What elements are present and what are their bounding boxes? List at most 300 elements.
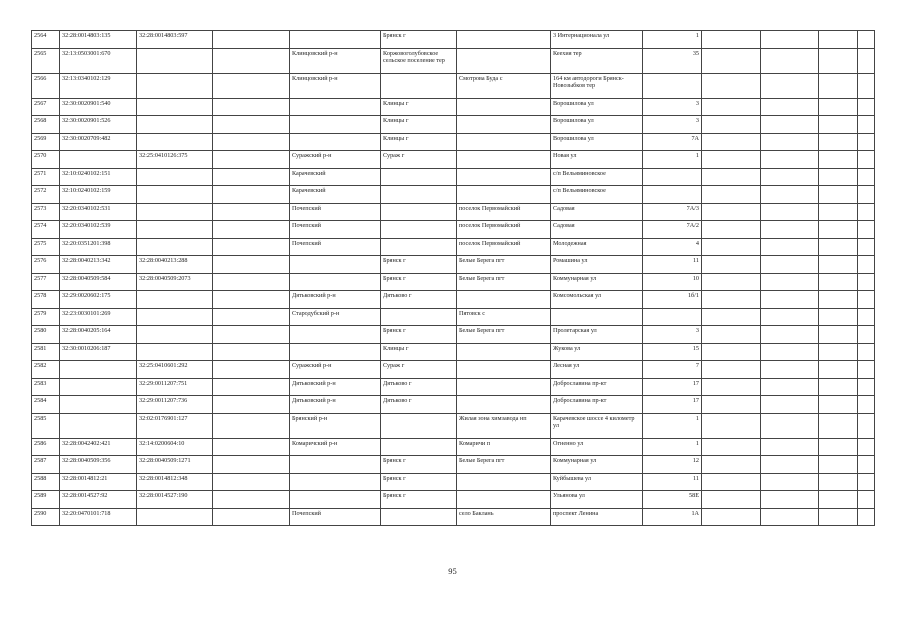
table-row xyxy=(32,133,875,151)
cadastral-number-2: 32:28:0014527:190 xyxy=(137,491,213,509)
settlement-cell: Комаричи п xyxy=(457,438,551,456)
house-cell xyxy=(643,186,702,204)
row-number: 2573 xyxy=(32,203,60,221)
empty-cell xyxy=(702,186,761,204)
city-cell xyxy=(381,308,457,326)
empty-cell xyxy=(761,343,819,361)
city-cell: Брянск г xyxy=(381,456,457,474)
street-cell: Комсомольская ул xyxy=(551,291,643,309)
district-cell: Комаричский р-н xyxy=(290,438,381,456)
cadastral-number-2: 32:28:0014812:348 xyxy=(137,473,213,491)
settlement-cell xyxy=(457,151,551,169)
cadastral-number: 32:20:0351201:398 xyxy=(60,238,137,256)
house-cell: 58Е xyxy=(643,491,702,509)
street-cell: Новая ул xyxy=(551,151,643,169)
empty-cell xyxy=(702,413,761,438)
house-cell: 7 xyxy=(643,361,702,379)
street-cell: с/п Вельяминовское xyxy=(551,186,643,204)
row-number: 2566 xyxy=(32,73,60,98)
district-cell: Дятьковский р-н xyxy=(290,396,381,414)
cadastral-number: 32:28:0014812:21 xyxy=(60,473,137,491)
house-cell: 1 xyxy=(643,151,702,169)
empty-cell xyxy=(819,73,858,98)
empty-cell xyxy=(761,291,819,309)
row-number: 2590 xyxy=(32,508,60,526)
empty-cell xyxy=(213,256,290,274)
empty-cell xyxy=(702,343,761,361)
row-number: 2580 xyxy=(32,326,60,344)
empty-cell xyxy=(761,378,819,396)
empty-cell xyxy=(761,133,819,151)
empty-cell xyxy=(761,273,819,291)
table-row xyxy=(32,203,875,221)
cadastral-number-2 xyxy=(137,116,213,134)
district-cell: Суражский р-н xyxy=(290,151,381,169)
empty-cell xyxy=(858,221,875,239)
empty-cell xyxy=(702,396,761,414)
district-cell: Почепский xyxy=(290,238,381,256)
empty-cell xyxy=(819,203,858,221)
empty-cell xyxy=(213,98,290,116)
city-cell: Брянск г xyxy=(381,491,457,509)
empty-cell xyxy=(858,98,875,116)
empty-cell xyxy=(819,361,858,379)
settlement-cell: Белые Берега пгт xyxy=(457,256,551,274)
cadastral-number-2: 32:25:0410601:292 xyxy=(137,361,213,379)
city-cell: Дятьково г xyxy=(381,291,457,309)
district-cell: Стародубский р-н xyxy=(290,308,381,326)
district-cell: Суражский р-н xyxy=(290,361,381,379)
empty-cell xyxy=(213,291,290,309)
empty-cell xyxy=(213,378,290,396)
table-row xyxy=(32,73,875,98)
city-cell: Брянск г xyxy=(381,31,457,49)
street-cell: проспект Ленина xyxy=(551,508,643,526)
district-cell: Дятьковский р-н xyxy=(290,378,381,396)
empty-cell xyxy=(761,396,819,414)
empty-cell xyxy=(819,378,858,396)
city-cell xyxy=(381,508,457,526)
empty-cell xyxy=(213,151,290,169)
empty-cell xyxy=(819,238,858,256)
empty-cell xyxy=(702,238,761,256)
empty-cell xyxy=(819,186,858,204)
empty-cell xyxy=(858,73,875,98)
row-number: 2582 xyxy=(32,361,60,379)
cadastral-number-2 xyxy=(137,73,213,98)
empty-cell xyxy=(858,238,875,256)
house-cell: 1 xyxy=(643,31,702,49)
table-row xyxy=(32,151,875,169)
district-cell xyxy=(290,456,381,474)
table-row xyxy=(32,238,875,256)
city-cell: Сураж г xyxy=(381,361,457,379)
empty-cell xyxy=(858,473,875,491)
settlement-cell xyxy=(457,48,551,73)
row-number: 2578 xyxy=(32,291,60,309)
table-row xyxy=(32,116,875,134)
table-row xyxy=(32,473,875,491)
empty-cell xyxy=(819,491,858,509)
empty-cell xyxy=(858,396,875,414)
street-cell: Ромашина ул xyxy=(551,256,643,274)
empty-cell xyxy=(213,73,290,98)
house-cell: 7А xyxy=(643,133,702,151)
row-number: 2581 xyxy=(32,343,60,361)
empty-cell xyxy=(819,221,858,239)
row-number: 2586 xyxy=(32,438,60,456)
cadastral-number-2: 32:29:0011207:736 xyxy=(137,396,213,414)
street-cell: с/п Вельяминовское xyxy=(551,168,643,186)
city-cell xyxy=(381,168,457,186)
empty-cell xyxy=(761,413,819,438)
house-cell: 7А/3 xyxy=(643,203,702,221)
empty-cell xyxy=(761,238,819,256)
empty-cell xyxy=(761,326,819,344)
district-cell xyxy=(290,31,381,49)
empty-cell xyxy=(819,48,858,73)
cadastral-number: 32:28:0040509:356 xyxy=(60,456,137,474)
cadastral-number-2 xyxy=(137,203,213,221)
row-number: 2585 xyxy=(32,413,60,438)
empty-cell xyxy=(858,508,875,526)
cadastral-number: 32:30:0020709:482 xyxy=(60,133,137,151)
settlement-cell xyxy=(457,186,551,204)
district-cell xyxy=(290,343,381,361)
city-cell xyxy=(381,238,457,256)
empty-cell xyxy=(761,116,819,134)
empty-cell xyxy=(702,203,761,221)
settlement-cell xyxy=(457,396,551,414)
empty-cell xyxy=(858,326,875,344)
house-cell: 7А/2 xyxy=(643,221,702,239)
cadastral-number-2: 32:28:0040509:2073 xyxy=(137,273,213,291)
street-cell: Жукова ул xyxy=(551,343,643,361)
cadastral-number: 32:28:0040213:342 xyxy=(60,256,137,274)
empty-cell xyxy=(702,491,761,509)
city-cell xyxy=(381,413,457,438)
district-cell: Клинцовский р-н xyxy=(290,48,381,73)
empty-cell xyxy=(858,203,875,221)
district-cell xyxy=(290,491,381,509)
settlement-cell: поселок Первомайский xyxy=(457,203,551,221)
empty-cell xyxy=(213,396,290,414)
row-number: 2564 xyxy=(32,31,60,49)
table-row xyxy=(32,31,875,49)
cadastral-number-2 xyxy=(137,48,213,73)
house-cell: 3 xyxy=(643,98,702,116)
cadastral-number-2 xyxy=(137,308,213,326)
city-cell: Клинцы г xyxy=(381,116,457,134)
cadastral-number: 32:13:0503001:670 xyxy=(60,48,137,73)
empty-cell xyxy=(213,238,290,256)
street-cell: Куйбышева ул xyxy=(551,473,643,491)
cadastral-number xyxy=(60,151,137,169)
empty-cell xyxy=(858,31,875,49)
empty-cell xyxy=(819,98,858,116)
street-cell: Ворошилова ул xyxy=(551,98,643,116)
street-cell: Карачевское шоссе 4 километр ул xyxy=(551,413,643,438)
cadastral-number-2 xyxy=(137,186,213,204)
house-cell: 35 xyxy=(643,48,702,73)
settlement-cell xyxy=(457,378,551,396)
row-number: 2587 xyxy=(32,456,60,474)
city-cell: Брянск г xyxy=(381,326,457,344)
empty-cell xyxy=(702,31,761,49)
cadastral-number: 32:10:0240102:151 xyxy=(60,168,137,186)
settlement-cell: поселок Первомайский xyxy=(457,238,551,256)
empty-cell xyxy=(702,256,761,274)
cadastral-number-2: 32:28:0014803:597 xyxy=(137,31,213,49)
house-cell: 1А xyxy=(643,508,702,526)
empty-cell xyxy=(858,378,875,396)
table-row xyxy=(32,491,875,509)
table-row xyxy=(32,326,875,344)
table-row xyxy=(32,48,875,73)
empty-cell xyxy=(702,291,761,309)
empty-cell xyxy=(702,473,761,491)
row-number: 2570 xyxy=(32,151,60,169)
empty-cell xyxy=(761,168,819,186)
cadastral-number-2 xyxy=(137,291,213,309)
cadastral-number-2 xyxy=(137,326,213,344)
empty-cell xyxy=(213,273,290,291)
empty-cell xyxy=(858,308,875,326)
settlement-cell: Пятовск с xyxy=(457,308,551,326)
empty-cell xyxy=(858,133,875,151)
district-cell: Почепский xyxy=(290,203,381,221)
empty-cell xyxy=(702,378,761,396)
empty-cell xyxy=(702,73,761,98)
empty-cell xyxy=(858,168,875,186)
table-row xyxy=(32,438,875,456)
empty-cell xyxy=(858,413,875,438)
district-cell: Дятьковский р-н xyxy=(290,291,381,309)
settlement-cell xyxy=(457,473,551,491)
table-row xyxy=(32,508,875,526)
table-row xyxy=(32,291,875,309)
table-row xyxy=(32,273,875,291)
empty-cell xyxy=(819,133,858,151)
empty-cell xyxy=(213,491,290,509)
empty-cell xyxy=(858,438,875,456)
empty-cell xyxy=(761,221,819,239)
empty-cell xyxy=(213,221,290,239)
district-cell xyxy=(290,98,381,116)
empty-cell xyxy=(819,31,858,49)
empty-cell xyxy=(819,151,858,169)
settlement-cell: село Баклань xyxy=(457,508,551,526)
street-cell: Молодежная xyxy=(551,238,643,256)
empty-cell xyxy=(858,361,875,379)
empty-cell xyxy=(213,456,290,474)
empty-cell xyxy=(819,413,858,438)
row-number: 2589 xyxy=(32,491,60,509)
empty-cell xyxy=(761,456,819,474)
empty-cell xyxy=(213,186,290,204)
street-cell: Лесная ул xyxy=(551,361,643,379)
house-cell xyxy=(643,168,702,186)
empty-cell xyxy=(819,343,858,361)
cadastral-number xyxy=(60,413,137,438)
cadastral-number-2 xyxy=(137,508,213,526)
empty-cell xyxy=(702,361,761,379)
empty-cell xyxy=(702,116,761,134)
empty-cell xyxy=(819,326,858,344)
settlement-cell xyxy=(457,291,551,309)
row-number: 2588 xyxy=(32,473,60,491)
table-row xyxy=(32,98,875,116)
settlement-cell xyxy=(457,116,551,134)
empty-cell xyxy=(702,438,761,456)
row-number: 2575 xyxy=(32,238,60,256)
table-row xyxy=(32,343,875,361)
district-cell xyxy=(290,133,381,151)
empty-cell xyxy=(761,31,819,49)
city-cell: Брянск г xyxy=(381,256,457,274)
empty-cell xyxy=(213,473,290,491)
empty-cell xyxy=(858,186,875,204)
cadastral-number-2: 32:28:0040213:288 xyxy=(137,256,213,274)
empty-cell xyxy=(761,48,819,73)
street-cell: Кеехия тер xyxy=(551,48,643,73)
city-cell xyxy=(381,438,457,456)
street-cell: Ворошилова ул xyxy=(551,133,643,151)
empty-cell xyxy=(213,116,290,134)
city-cell: Клинцы г xyxy=(381,343,457,361)
empty-cell xyxy=(858,273,875,291)
empty-cell xyxy=(761,508,819,526)
table-row xyxy=(32,168,875,186)
empty-cell xyxy=(213,438,290,456)
cadastral-number-2: 32:29:0011207:751 xyxy=(137,378,213,396)
empty-cell xyxy=(213,133,290,151)
district-cell xyxy=(290,326,381,344)
house-cell: 4 xyxy=(643,238,702,256)
cadastral-number-2: 32:02:0176901:127 xyxy=(137,413,213,438)
city-cell: Дятьково г xyxy=(381,396,457,414)
empty-cell xyxy=(819,438,858,456)
empty-cell xyxy=(702,326,761,344)
empty-cell xyxy=(819,291,858,309)
street-cell: Доброславина пр-кт xyxy=(551,378,643,396)
house-cell: 17 xyxy=(643,396,702,414)
house-cell: 11 xyxy=(643,473,702,491)
cadastral-number xyxy=(60,361,137,379)
empty-cell xyxy=(819,168,858,186)
empty-cell xyxy=(213,326,290,344)
cadastral-number-2 xyxy=(137,168,213,186)
table-row xyxy=(32,186,875,204)
street-cell: Коммунарная ул xyxy=(551,456,643,474)
district-cell: Почепский xyxy=(290,508,381,526)
empty-cell xyxy=(213,508,290,526)
district-cell: Почепский xyxy=(290,221,381,239)
empty-cell xyxy=(702,168,761,186)
empty-cell xyxy=(819,308,858,326)
cadastral-number: 32:20:0470101:718 xyxy=(60,508,137,526)
cadastral-number: 32:23:0030101:269 xyxy=(60,308,137,326)
district-cell: Клинцовский р-н xyxy=(290,73,381,98)
empty-cell xyxy=(761,473,819,491)
row-number: 2567 xyxy=(32,98,60,116)
settlement-cell xyxy=(457,98,551,116)
cadastral-number: 32:30:0010206:187 xyxy=(60,343,137,361)
empty-cell xyxy=(858,48,875,73)
city-cell: Клинцы г xyxy=(381,133,457,151)
settlement-cell xyxy=(457,361,551,379)
cadastral-number: 32:28:0042402:421 xyxy=(60,438,137,456)
city-cell xyxy=(381,73,457,98)
cadastral-number-2: 32:25:0410126:375 xyxy=(137,151,213,169)
empty-cell xyxy=(761,438,819,456)
city-cell xyxy=(381,221,457,239)
house-cell: 11 xyxy=(643,256,702,274)
empty-cell xyxy=(702,151,761,169)
cadastral-number-2 xyxy=(137,343,213,361)
district-cell xyxy=(290,116,381,134)
settlement-cell: Белые Берега пгт xyxy=(457,273,551,291)
district-cell xyxy=(290,256,381,274)
settlement-cell: Белые Берега пгт xyxy=(457,326,551,344)
cadastral-number: 32:20:0340102:539 xyxy=(60,221,137,239)
empty-cell xyxy=(213,48,290,73)
house-cell: 3 xyxy=(643,116,702,134)
row-number: 2583 xyxy=(32,378,60,396)
cadastral-number-2 xyxy=(137,221,213,239)
city-cell xyxy=(381,203,457,221)
empty-cell xyxy=(819,396,858,414)
row-number: 2579 xyxy=(32,308,60,326)
cadastral-number: 32:10:0240102:159 xyxy=(60,186,137,204)
empty-cell xyxy=(819,273,858,291)
row-number: 2572 xyxy=(32,186,60,204)
cadastral-number: 32:30:0020901:540 xyxy=(60,98,137,116)
empty-cell xyxy=(213,203,290,221)
empty-cell xyxy=(761,73,819,98)
empty-cell xyxy=(761,98,819,116)
table-row xyxy=(32,396,875,414)
empty-cell xyxy=(819,456,858,474)
city-cell xyxy=(381,186,457,204)
settlement-cell: Жилая зона химзавода нп xyxy=(457,413,551,438)
settlement-cell: поселок Первомайский xyxy=(457,221,551,239)
house-cell: 1б/1 xyxy=(643,291,702,309)
empty-cell xyxy=(702,98,761,116)
house-cell: 1 xyxy=(643,413,702,438)
house-cell: 15 xyxy=(643,343,702,361)
table-row xyxy=(32,221,875,239)
page-number: 95 xyxy=(448,566,457,576)
street-cell: Садовая xyxy=(551,221,643,239)
row-number: 2574 xyxy=(32,221,60,239)
empty-cell xyxy=(819,256,858,274)
settlement-cell: Смотрова Буда с xyxy=(457,73,551,98)
street-cell: Ульянова ул xyxy=(551,491,643,509)
district-cell xyxy=(290,273,381,291)
empty-cell xyxy=(761,186,819,204)
empty-cell xyxy=(702,308,761,326)
row-number: 2576 xyxy=(32,256,60,274)
empty-cell xyxy=(819,508,858,526)
city-cell: Сураж г xyxy=(381,151,457,169)
empty-cell xyxy=(761,491,819,509)
empty-cell xyxy=(213,31,290,49)
cadastral-number-2 xyxy=(137,133,213,151)
empty-cell xyxy=(761,361,819,379)
house-cell xyxy=(643,308,702,326)
street-cell: Доброславина пр-кт xyxy=(551,396,643,414)
